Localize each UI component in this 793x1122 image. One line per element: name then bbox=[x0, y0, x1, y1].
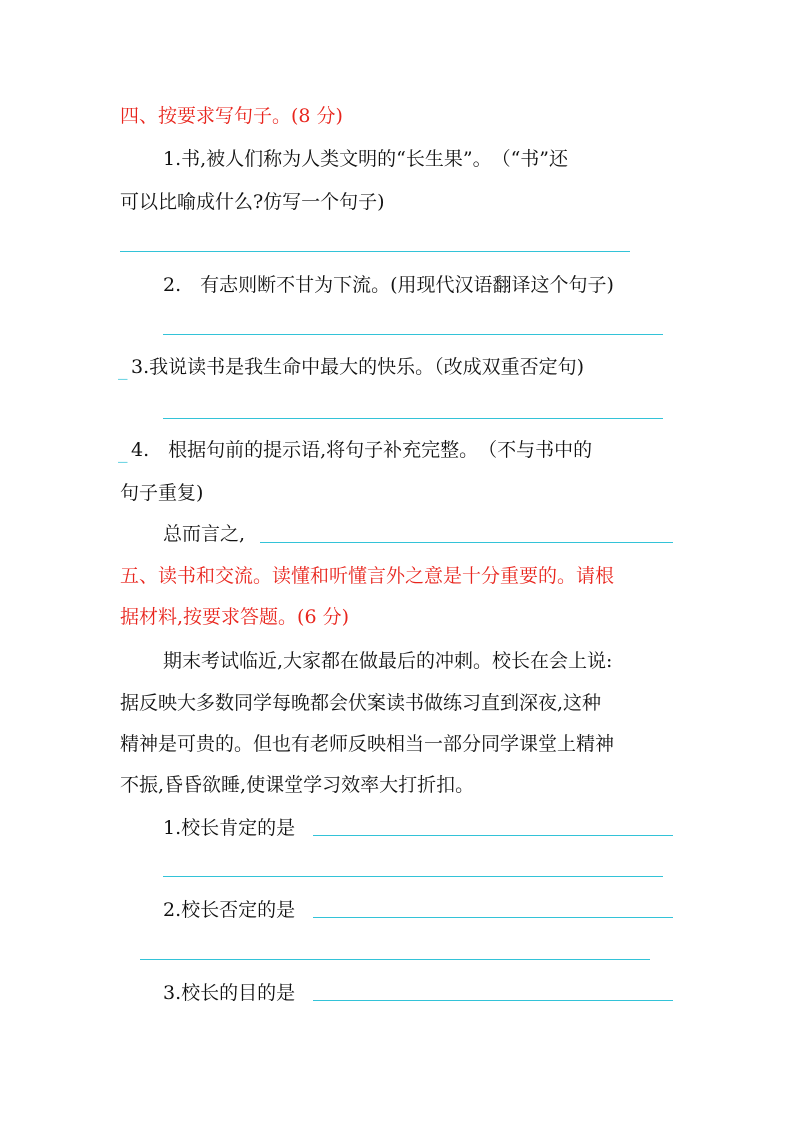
section-5-heading-line-2: 据材料,按要求答题。(6 分) bbox=[120, 606, 349, 628]
question-5-3: 3.校长的目的是 bbox=[163, 982, 296, 1004]
question-4-2: 2. 有志则断不甘为下流。(用现代汉语翻译这个句子) bbox=[163, 274, 614, 296]
passage-line-1: 期末考试临近,大家都在做最后的冲刺。校长在会上说: bbox=[163, 650, 613, 672]
answer-line-5-1b[interactable] bbox=[163, 876, 663, 877]
section-5-heading-line-1: 五、读书和交流。读懂和听懂言外之意是十分重要的。请根 bbox=[120, 565, 615, 587]
answer-line-5-1a[interactable] bbox=[313, 835, 673, 836]
answer-line-5-2a[interactable] bbox=[313, 917, 673, 918]
answer-line-4-3[interactable] bbox=[163, 418, 663, 419]
section-4-heading: 四、按要求写句子。(8 分) bbox=[120, 105, 343, 127]
question-5-2: 2.校长否定的是 bbox=[163, 899, 296, 921]
question-5-1: 1.校长肯定的是 bbox=[163, 817, 296, 839]
answer-line-4-1[interactable] bbox=[120, 251, 630, 252]
answer-line-5-3[interactable] bbox=[313, 1000, 673, 1001]
question-4-4-line-1: 4. 根据句前的提示语,将句子补充完整。 （不与书中的 bbox=[131, 439, 593, 461]
question-4-3: 3.我说读书是我生命中最大的快乐。（改成双重否定句) bbox=[131, 356, 585, 378]
answer-line-4-2[interactable] bbox=[163, 334, 663, 335]
question-4-1-line-1: 1.书,被人们称为人类文明的“长生果”。 （“书”还 bbox=[163, 148, 569, 170]
question-4-1-line-2: 可以比喻成什么?仿写一个句子) bbox=[120, 191, 385, 213]
answer-line-5-2b[interactable] bbox=[140, 959, 650, 960]
passage-line-4: 不振,昏昏欲睡,使课堂学习效率大打折扣。 bbox=[120, 774, 475, 796]
passage-line-2: 据反映大多数同学每晚都会伏案读书做练习直到深夜,这种 bbox=[120, 692, 602, 714]
question-4-4-prompt: 总而言之, bbox=[163, 523, 246, 545]
underscore-mark-4-4: _ bbox=[118, 441, 128, 463]
underscore-mark-4-3: _ bbox=[118, 358, 128, 380]
question-4-4-line-2: 句子重复) bbox=[120, 482, 204, 504]
passage-line-3: 精神是可贵的。但也有老师反映相当一部分同学课堂上精神 bbox=[120, 733, 615, 755]
answer-line-4-4[interactable] bbox=[260, 542, 673, 543]
